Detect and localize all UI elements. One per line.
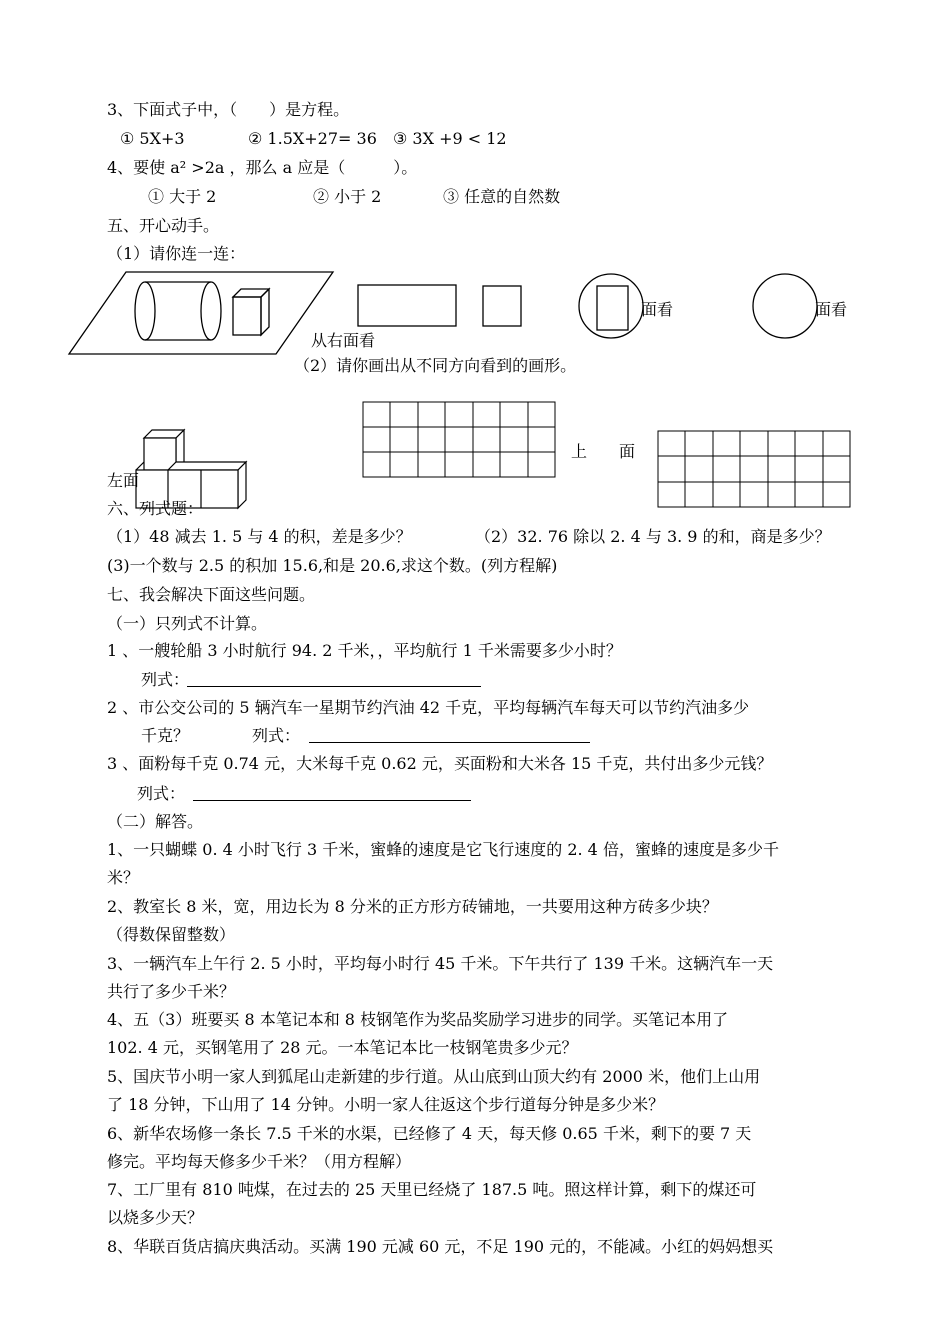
cuboid-figure (233, 289, 269, 335)
view-inner-rectangle (597, 286, 628, 330)
grid-left (363, 402, 555, 477)
answer-1-line-1: 1、一只蝴蝶 0. 4 小时飞行 3 千米，蜜蜂的速度是它飞行速度的 2. 4 倍，蜜蜂的速度是多少千 (107, 840, 779, 859)
label-up: 上 面 (571, 442, 636, 461)
answer-7-line-2: 以烧多少天？ (107, 1208, 204, 1227)
section-5-part-2: （2）请你画出从不同方向看到的画形。 (294, 356, 577, 375)
answer-8-line-1: 8、华联百货店搞庆典活动。买满 190 元减 60 元，不足 190 元的，不能减。小红的妈妈想买 (107, 1237, 774, 1256)
answer-5-line-1: 5、国庆节小明一家人到狐尾山走新建的步行道。从山底到山顶大约有 2000 米，他们上山用 (107, 1067, 761, 1086)
answer-6-line-2: 修完。平均每天修多少千米？（用方程解） (107, 1152, 412, 1171)
answer-3-line-2: 共行了多少千米？ (107, 982, 236, 1001)
problem-2-answer-line[interactable] (309, 742, 590, 743)
q4-option-2: ② 小于 2 (313, 187, 382, 206)
section-6-q1: （1）48 减去 1. 5 与 4 的积，差是多少？ (107, 527, 412, 546)
label-left: 左面 (107, 471, 140, 490)
view-wide-rectangle (358, 285, 456, 326)
problem-1: 1 、一艘轮船 3 小时航行 94. 2 千米，，平均航行 1 千米需要多少小时？ (107, 641, 622, 660)
section-5-title: 五、开心动手。 (107, 216, 220, 235)
section-6-q2: （2）32. 76 除以 2. 4 与 3. 9 的和，商是多少？ (475, 527, 831, 546)
answer-6-line-1: 6、新华农场修一条长 7.5 千米的水渠，已经修了 4 天，每天修 0.65 千米，剩下的要 7 天 (107, 1124, 752, 1143)
problem-3: 3 、面粉每千克 0.74 元，大米每千克 0.62 元，买面粉和大米各 15 千克，共付出多少元钱？ (107, 754, 773, 773)
answer-3-line-1: 3、一辆汽车上午行 2. 5 小时，平均每小时行 45 千米。下午共行了 139 千米。这辆汽车一天 (107, 954, 774, 973)
answer-2-line-2: （得数保留整数） (107, 925, 236, 944)
grid-right (658, 431, 850, 507)
q3-option-1: ① 5X+3 (120, 129, 185, 148)
section-7-sub-1: （一）只列式不计算。 (107, 614, 268, 633)
cube-stack-figure (136, 430, 246, 508)
answer-5-line-2: 了 18 分钟，下山用了 14 分钟。小明一家人往返这个步行道每分钟是多少米？ (107, 1095, 665, 1114)
label-front-view: 面看 (641, 300, 674, 319)
q4-option-3: ③ 任意的自然数 (443, 187, 561, 206)
section-6-q3: (3)一个数与 2.5 的积加 15.6,和是 20.6,求这个数。(列方程解) (107, 556, 558, 575)
problem-2-formula-label: 列式： (252, 726, 301, 745)
problem-2-line-2: 千克？ (141, 726, 190, 745)
q3-stem: 3、下面式子中，（ ）是方程。 (107, 100, 350, 119)
problem-1-answer-line[interactable] (187, 686, 481, 687)
answer-1-line-2: 米？ (107, 868, 140, 887)
answer-4-line-2: 102. 4 元，买钢笔用了 28 元。一本笔记本比一枝钢笔贵多少元？ (107, 1038, 578, 1057)
answer-7-line-1: 7、工厂里有 810 吨煤，在过去的 25 天里已经烧了 187.5 吨。照这样计算，剩下的煤还可 (107, 1180, 757, 1199)
cylinder-figure (135, 282, 221, 340)
problem-3-answer-line[interactable] (193, 800, 471, 801)
view-square (483, 286, 521, 326)
problem-2-line-1: 2 、市公交公司的 5 辆汽车一星期节约汽油 42 千克，平均每辆汽车每天可以节约汽油多少 (107, 698, 750, 717)
q3-option-3: ③ 3X +9 < 12 (393, 129, 507, 148)
q4-option-1: ① 大于 2 (148, 187, 217, 206)
label-top-view: 面看 (815, 300, 848, 319)
problem-3-formula-label: 列式： (137, 784, 186, 803)
q3-option-2: ② 1.5X+27= 36 (248, 129, 377, 148)
section-7-title: 七、我会解决下面这些问题。 (107, 585, 316, 604)
view-circle (753, 274, 817, 338)
section-5-part-1: （1）请你连一连： (107, 244, 246, 263)
answer-4-line-1: 4、五（3）班要买 8 本笔记本和 8 枝钢笔作为奖品奖励学习进步的同学。买笔记本用了 (107, 1010, 729, 1029)
label-right-view: 从右面看 (311, 331, 376, 350)
problem-1-formula-label: 列式： (141, 670, 190, 689)
section-6-title: 六、列式题： (107, 499, 204, 518)
q4-stem: 4、要使 a² >2a ，那么 a 应是（ ）。 (107, 158, 418, 177)
answer-2-line-1: 2、教室长 8 米，宽，用边长为 8 分米的正方形方砖铺地，一共要用这种方砖多少块？ (107, 897, 718, 916)
section-7-sub-2: （二）解答。 (107, 812, 204, 831)
